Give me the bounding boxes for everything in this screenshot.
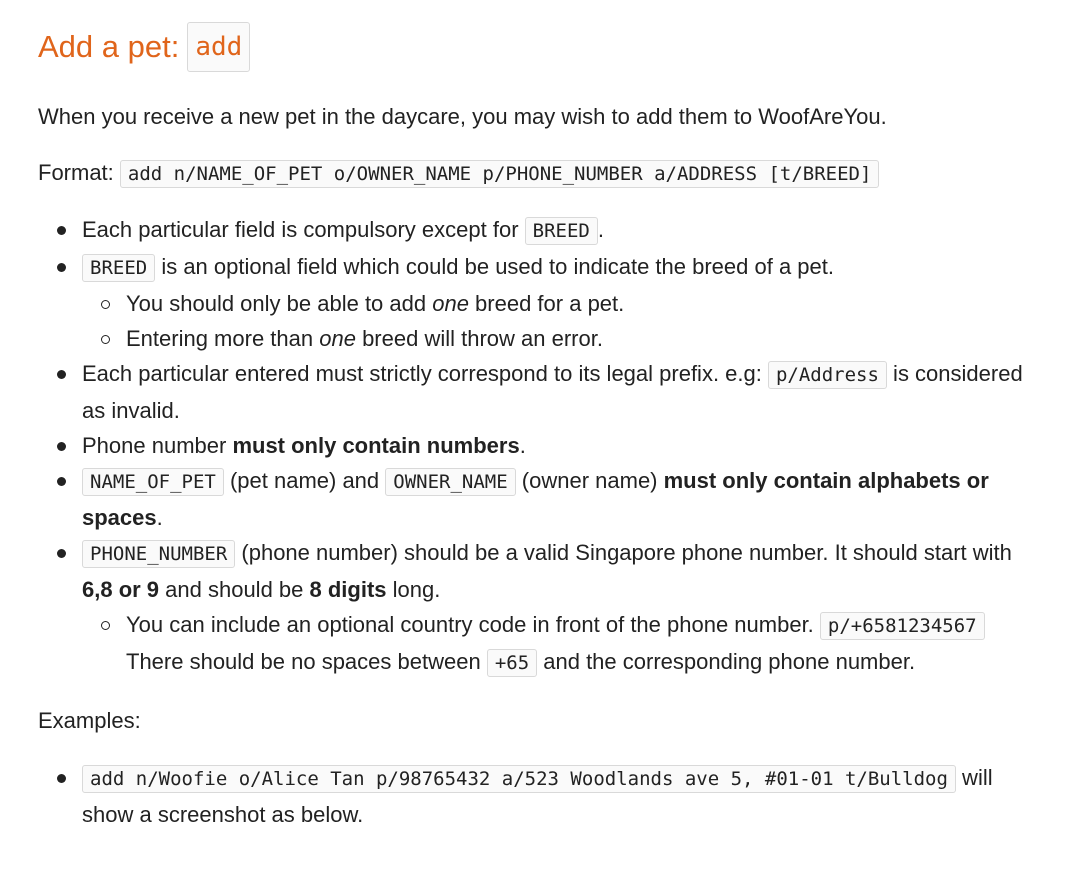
text: You should only be able to add (126, 291, 433, 316)
format-code: add n/NAME_OF_PET o/OWNER_NAME p/PHONE_NUMBER a/ADDRESS [t/BREED] (120, 160, 880, 188)
text: Each particular field is compulsory except for (82, 217, 525, 242)
title-text: Add a pet: (38, 29, 180, 64)
text: (owner name) (515, 468, 664, 493)
inline-code: NAME_OF_PET (82, 468, 224, 496)
text: breed will throw an error. (355, 326, 603, 351)
sub-list (82, 286, 1038, 356)
list-item (38, 249, 1038, 356)
text: and should be (159, 577, 310, 602)
examples-label: Examples: (38, 708, 141, 733)
text: . (519, 433, 526, 458)
text: . (597, 217, 604, 242)
sub-list-item (82, 286, 1038, 321)
format-line (38, 155, 1038, 192)
text: Phone number (82, 433, 233, 458)
bold-text: 8 digits (309, 577, 387, 602)
inline-code: add n/Woofie o/Alice Tan p/98765432 a/523 Woodlands ave 5, #01-01 t/Bulldog (82, 765, 956, 793)
text: . (156, 505, 163, 530)
sub-list-item (82, 607, 1038, 681)
inline-code: BREED (82, 254, 155, 282)
text: (pet name) and (223, 468, 386, 493)
inline-code: p/Address (768, 361, 887, 389)
intro-paragraph: When you receive a new pet in the daycare, you may wish to add them to WoofAreYou. (38, 104, 887, 129)
emphasis: one (432, 291, 469, 316)
examples-list (38, 760, 1038, 832)
text: breed for a pet. (468, 291, 625, 316)
sub-list (82, 607, 1038, 681)
text: You can include an optional country code in front of the phone number. (126, 612, 820, 637)
text: is an optional field which could be used to indicate the breed of a pet. (155, 254, 834, 279)
inline-code: p/+6581234567 (820, 612, 985, 640)
inline-code: BREED (525, 217, 598, 245)
sub-list-item (82, 321, 1038, 356)
format-label: Format: (38, 160, 120, 185)
list-item (38, 760, 1038, 832)
text: (phone number) should be a valid Singapore phone number. It should start with (235, 540, 1012, 565)
bold-text: must only contain numbers (232, 433, 520, 458)
inline-code: +65 (487, 649, 537, 677)
emphasis: one (319, 326, 356, 351)
inline-code: PHONE_NUMBER (82, 540, 235, 568)
text: long. (386, 577, 441, 602)
list-item (38, 428, 1038, 463)
text: will show a screenshot as below. (82, 765, 993, 827)
text: Entering more than (126, 326, 320, 351)
rules-list (38, 212, 1038, 681)
page-title (38, 22, 1038, 72)
bold-text: must only contain alphabets or spaces (82, 468, 989, 530)
inline-code: OWNER_NAME (385, 468, 515, 496)
list-item (38, 463, 1038, 535)
title-code: add (187, 22, 250, 72)
text: is considered as invalid. (82, 361, 1023, 423)
text: and the corresponding phone number. (537, 649, 916, 674)
text: There should be no spaces between (126, 649, 487, 674)
list-item (38, 356, 1038, 428)
text: Each particular entered must strictly correspond to its legal prefix. e.g: (82, 361, 768, 386)
list-item (38, 535, 1038, 681)
bold-text: 6,8 or 9 (82, 577, 160, 602)
list-item (38, 212, 1038, 249)
